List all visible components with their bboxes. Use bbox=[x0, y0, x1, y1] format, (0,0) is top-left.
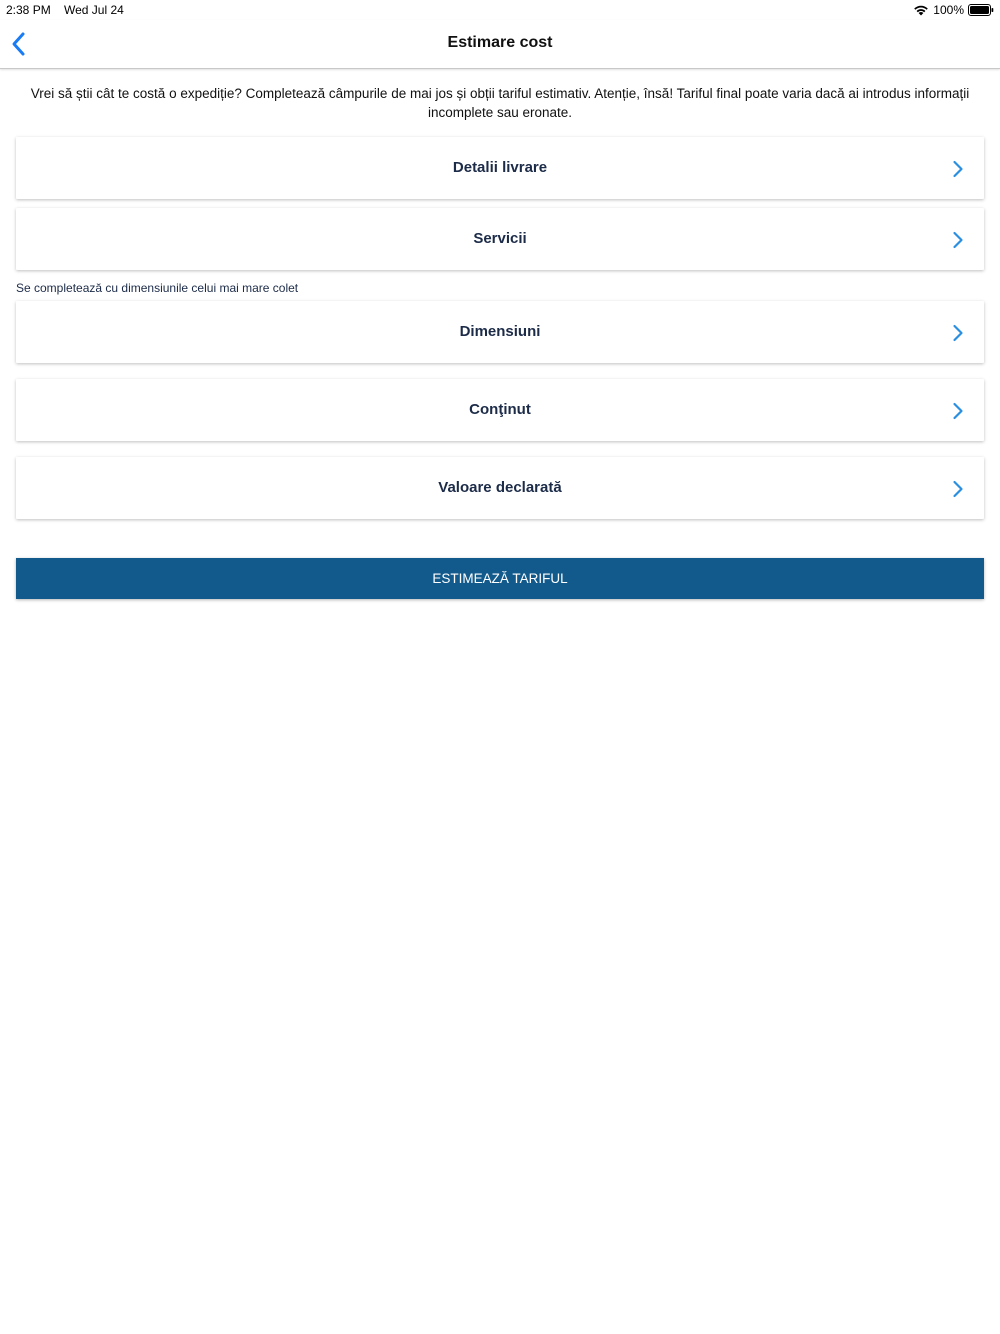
services-label: Servicii bbox=[473, 230, 527, 247]
chevron-right-icon bbox=[952, 160, 964, 178]
chevron-right-icon bbox=[952, 231, 964, 249]
estimate-fare-button[interactable]: ESTIMEAZĂ TARIFUL bbox=[16, 558, 984, 599]
declared-value-row[interactable] bbox=[16, 457, 984, 519]
status-bar bbox=[0, 0, 1000, 20]
chevron-right-icon bbox=[952, 324, 964, 342]
dimensions-row[interactable] bbox=[16, 301, 984, 363]
delivery-details-row[interactable] bbox=[16, 137, 984, 199]
content-row[interactable] bbox=[16, 379, 984, 441]
intro-text: Vrei să știi cât te costă o expediție? Completează câmpurile de mai jos și obții tariful estimativ. Atenție, însă! Tariful final poate varia dacă ai introdus informații incomplete sau eronate. bbox=[30, 86, 970, 120]
declared-value-label: Valoare declarată bbox=[438, 479, 562, 496]
services-row[interactable] bbox=[16, 208, 984, 270]
dimensions-hint: Se completează cu dimensiunile celui mai mare colet bbox=[16, 281, 299, 295]
status-indicators bbox=[913, 2, 994, 18]
battery-percent: 100% bbox=[933, 3, 964, 17]
status-time: 2:38 PM bbox=[6, 3, 51, 17]
status-date: Wed Jul 24 bbox=[64, 3, 124, 17]
chevron-right-icon bbox=[952, 480, 964, 498]
navigation-bar bbox=[0, 20, 1000, 69]
dimensions-label: Dimensiuni bbox=[459, 323, 541, 340]
battery-icon bbox=[968, 4, 994, 16]
content-label: Conţinut bbox=[469, 401, 531, 418]
page-title: Estimare cost bbox=[447, 34, 553, 51]
wifi-icon bbox=[913, 4, 929, 16]
delivery-details-label: Detalii livrare bbox=[452, 159, 548, 176]
chevron-right-icon bbox=[952, 402, 964, 420]
